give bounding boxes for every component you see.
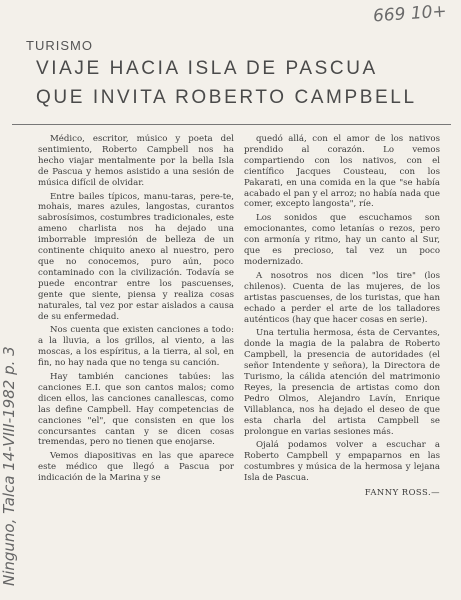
paragraph: Vemos diapositivas en las que aparece este médico que llegó a Pascua por indicación de la Marina y se bbox=[38, 451, 234, 484]
article-column-right bbox=[244, 134, 440, 498]
paragraph: Los sonidos que escuchamos son emocionantes, como letanías o rezos, pero con armonía y ritmo, hay un canto al Sur, que es precioso, tal vez un poco modernizado. bbox=[244, 213, 440, 267]
headline-line-2: QUE INVITA ROBERTO CAMPBELL bbox=[36, 87, 417, 108]
paragraph: Nos cuenta que existen canciones a todo: a la lluvia, a los grillos, al viento, a las moscas, a los espíritus, a la tierra, al sol, en fin, no hay nada que no tenga su canción. bbox=[38, 325, 234, 369]
paragraph: Médico, escritor, músico y poeta del sentimiento, Roberto Campbell nos ha hecho viajar mentalmente por la bella Isla de Pascua y hemos asistido a una sesión de música difícil de olvidar. bbox=[38, 134, 234, 188]
paragraph: A nosotros nos dicen "los tire" (los chilenos). Cuenta de las mujeres, de los artistas pascuenses, de los turistas, que han echado a perder el arte de los talladores auténticos (hay que hacer cosas en serie). bbox=[244, 270, 440, 325]
section-label: TURISMO bbox=[26, 38, 93, 53]
divider-rule bbox=[12, 124, 451, 125]
author-signature: FANNY ROSS.— bbox=[364, 487, 440, 498]
handwritten-reference: 669 10+ bbox=[372, 1, 448, 27]
article-column-left bbox=[38, 134, 234, 487]
paragraph: Entre bailes típicos, manu-taras, pere-te, mohais, mares azules, langostas, curantos sabrosísimos, costumbres tradicionales, este ameno charlista nos ha dejado una imborrable impresión de belleza de un continente chiquito anexo al nuestro, pero que no conocemos, puro aún, poco contaminado con la civilización. Todavía se puede encontrar entre los pascuenses, gente que siente, piensa y realiza cosas naturales, tal vez por estar aislados a causa de su enfermedad. bbox=[38, 191, 234, 322]
paragraph: Ojalá podamos volver a escuchar a Roberto Campbell y empaparnos en las costumbres y música de la hermosa y lejana Isla de Pascua. bbox=[244, 440, 440, 484]
headline-line-1: VIAJE HACIA ISLA DE PASCUA bbox=[36, 58, 378, 79]
paragraph: Hay también canciones tabúes: las canciones E.I. que son cantos malos; como dicen ellos, las canciones canallescas, como las define Campbell. Hay competencias de canciones "el", que consisten en que los concursantes cantan y se dicen cosas tremendas, pero no tienen que enojarse. bbox=[38, 372, 234, 448]
paragraph: quedó allá, con el amor de los nativos prendido al corazón. Lo vemos compartiendo con los nativos, con el científico Jacques Cousteau, con los Pakarati, en una comida en la que "se había acabado el pan y el arroz; no había nada que comer, excepto langosta", ríe. bbox=[244, 134, 440, 210]
handwritten-margin-note: Ninguno, Talca 14-VIII-1982 p. 3 bbox=[0, 346, 18, 586]
paragraph: Una tertulia hermosa, ésta de Cervantes, donde la magia de la palabra de Roberto Campbell, la presencia de autoridades (el señor Intendente y señora), la Directora de Turismo, la cálida atención del matrimonio Reyes, la presencia de artistas como don Pedro Olmos, Alejandro Lavín, Enrique Villablanca, nos ha dejado el deseo de que esta charla del artista Campbell se prolongue en varias sesiones más. bbox=[244, 328, 440, 437]
